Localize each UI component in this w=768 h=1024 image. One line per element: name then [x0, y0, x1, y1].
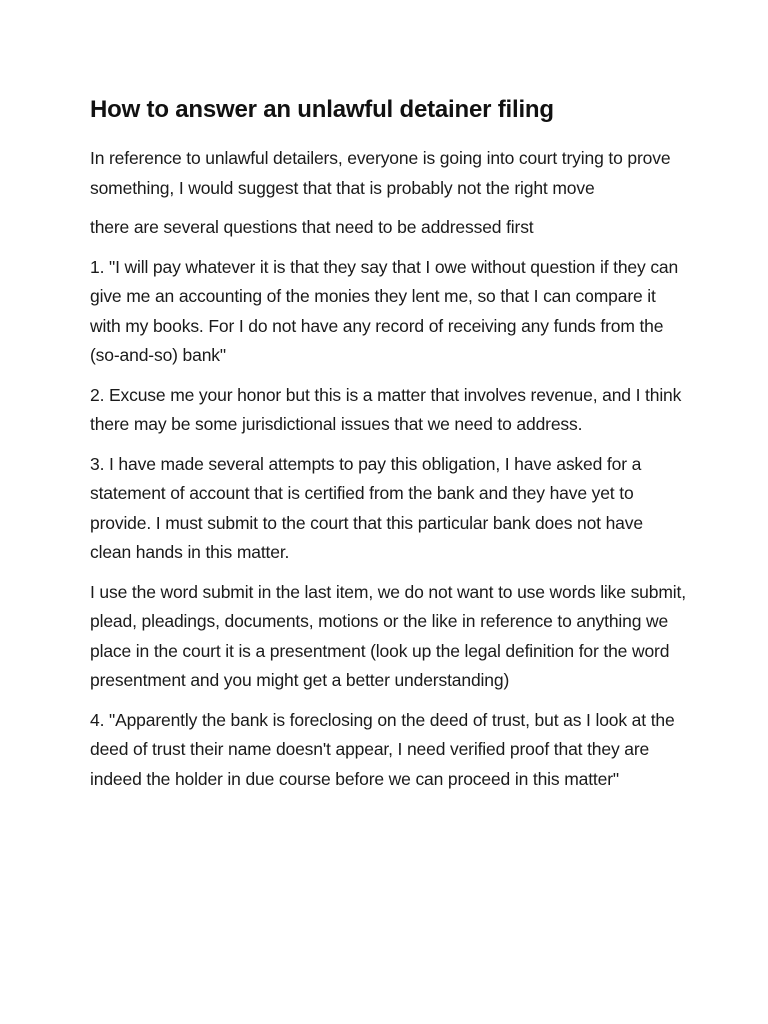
intro-paragraph: In reference to unlawful detailers, everyone is going into court trying to prove something, I would suggest that that is probably not the right move — [90, 148, 671, 198]
questions-intro-paragraph: there are several questions that need to be addressed first — [90, 217, 534, 237]
item-1-paragraph: 1. "I will pay whatever it is that they say that I owe without question if they can give me an accounting of the monies they lent me, so that I can compare it with my books. For I do not have any record of receiving any funds from the (so-and-so) bank" — [90, 256, 679, 365]
item-3-paragraph: 3. I have made several attempts to pay this obligation, I have asked for a statement of account that is certified from the bank and they have yet to provide. I must submit to the court that this particular bank does not have clean hands in this matter. — [90, 453, 643, 562]
item-2-paragraph: 2. Excuse me your honor but this is a matter that involves revenue, and I think there may be some jurisdictional issues that we need to address. — [90, 384, 682, 434]
presentment-note-paragraph: I use the word submit in the last item, we do not want to use words like submit, plead, pleadings, documents, motions or the like in reference to anything we place in the court it is a presentment (look up the legal definition for the word presentment and you might get a better understanding) — [90, 581, 686, 690]
item-4-paragraph: 4. "Apparently the bank is foreclosing on the deed of trust, but as I look at the deed of trust their name doesn't appear, I need verified proof that they are indeed the holder in due course before we can proceed in this matter" — [90, 709, 675, 789]
document-title: How to answer an unlawful detainer filing — [90, 96, 554, 123]
